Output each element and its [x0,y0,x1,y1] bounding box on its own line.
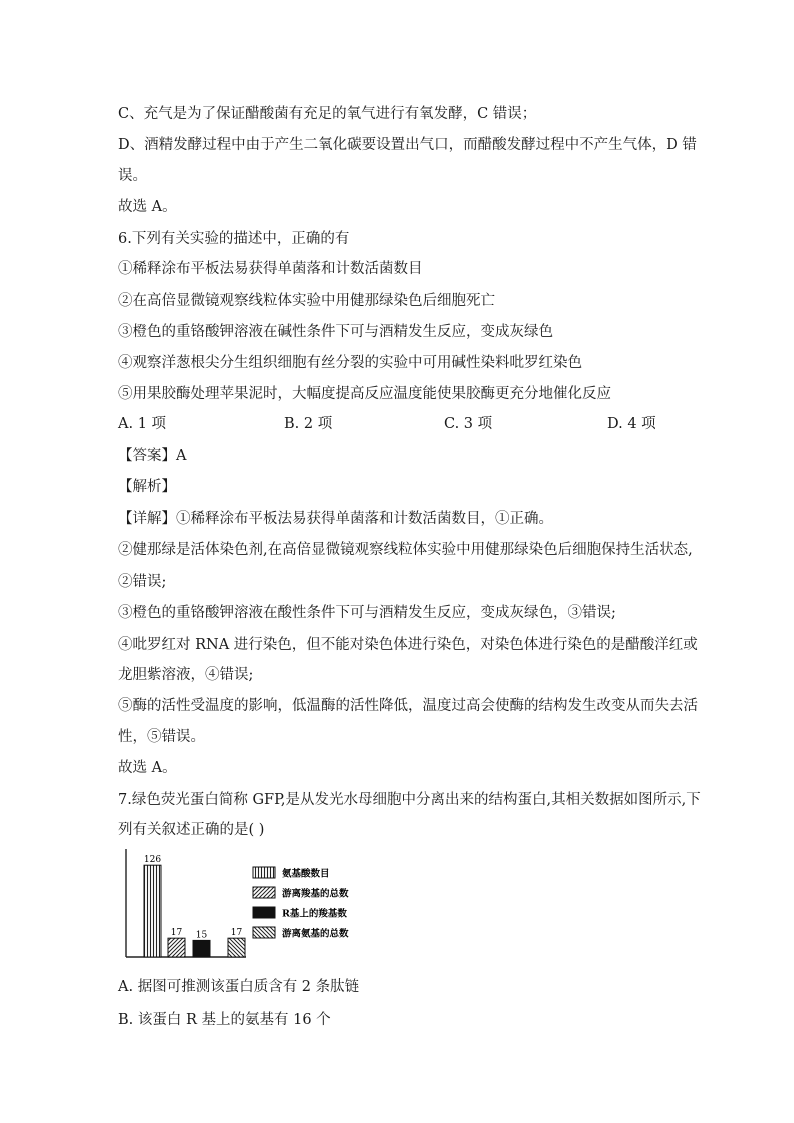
legend-swatch-2 [253,887,275,898]
answer-line-12: 7.绿色荧光蛋白简称 GFP,是从发光水母细胞中分离出来的结构蛋白,其相关数据如图所示,下 [118,792,701,808]
text-line-1: C、充气是为了保证醋酸菌有充足的氧气进行有氧发酵，C 错误； [118,106,537,122]
bar-label-3: 15 [195,930,208,941]
text-line-7: ②在高倍显微镜观察线粒体实验中用健那绿染色后细胞死亡 [118,293,495,309]
answer-line-2: 【解析】 [118,479,176,495]
answer-line-4: ②健那绿是活体染色剂,在高倍显微镜观察线粒体实验中用健那绿染色后细胞保持生活状态, [118,542,693,558]
text-line-3: 误。 [118,168,147,184]
text-line-5: 6.下列有关实验的描述中，正确的有 [118,231,350,247]
answer-line-3: 【详解】①稀释涂布平板法易获得单菌落和计数活菌数目，①正确。 [118,511,553,527]
answer-line-9: ⑤酶的活性受温度的影响，低温酶的活性降低，温度过高会使酶的结构发生改变从而失去活 [118,698,698,714]
bar-4 [228,938,245,957]
legend-label-4: 游离氨基的总数 [282,928,349,940]
legend-swatch-3 [253,907,275,918]
bar-label-4: 17 [230,928,243,939]
answer-line-10: 性，⑤错误。 [118,729,205,745]
legend-label-2: 游离羧基的总数 [282,888,349,900]
legend-label-3: R基上的羧基数 [282,908,347,920]
answer-line-5: ②错误; [118,574,167,590]
q7-option-1: A. 据图可推测该蛋白质含有 2 条肽链 [118,979,360,995]
legend-swatch-1 [253,867,275,878]
option-c: C. 3 项 [444,416,493,432]
text-line-4: 故选 A。 [118,199,177,215]
bar-label-2: 17 [170,928,183,939]
q7-option-2: B. 该蛋白 R 基上的氨基有 16 个 [118,1012,331,1028]
gfp-bar-chart [116,845,376,963]
text-line-2: D、酒精发酵过程中由于产生二氧化碳要设置出气口，而醋酸发酵过程中不产生气体，D 错 [118,137,697,153]
option-b: B. 2 项 [284,416,333,432]
text-line-9: ④观察洋葱根尖分生组织细胞有丝分裂的实验中可用碱性染料吡罗红染色 [118,355,582,371]
text-line-8: ③橙色的重铬酸钾溶液在碱性条件下可与酒精发生反应，变成灰绿色 [118,324,553,340]
bar-2 [168,938,185,957]
legend-swatch-4 [253,927,275,938]
option-a: A. 1 项 [118,416,167,432]
answer-line-7: ④吡罗红对 RNA 进行染色，但不能对染色体进行染色，对染色体进行染色的是醋酸洋红或 [118,637,698,653]
answer-line-1: 【答案】A [118,448,187,464]
option-d: D. 4 项 [607,416,656,432]
answer-line-11: 故选 A。 [118,760,177,776]
bar-1 [144,865,161,957]
legend-label-1: 氨基酸数目 [282,868,330,880]
text-line-6: ①稀释涂布平板法易获得单菌落和计数活菌数目 [118,261,423,277]
bar-label-1: 126 [143,855,162,866]
text-line-10: ⑤用果胶酶处理苹果泥时，大幅度提高反应温度能使果胶酶更充分地催化反应 [118,386,611,402]
answer-line-6: ③橙色的重铬酸钾溶液在酸性条件下可与酒精发生反应，变成灰绿色，③错误; [118,605,616,621]
answer-line-8: 龙胆紫溶液，④错误; [118,667,254,683]
bar-3 [193,940,210,957]
answer-line-13: 列有关叙述正确的是( ) [118,822,265,838]
